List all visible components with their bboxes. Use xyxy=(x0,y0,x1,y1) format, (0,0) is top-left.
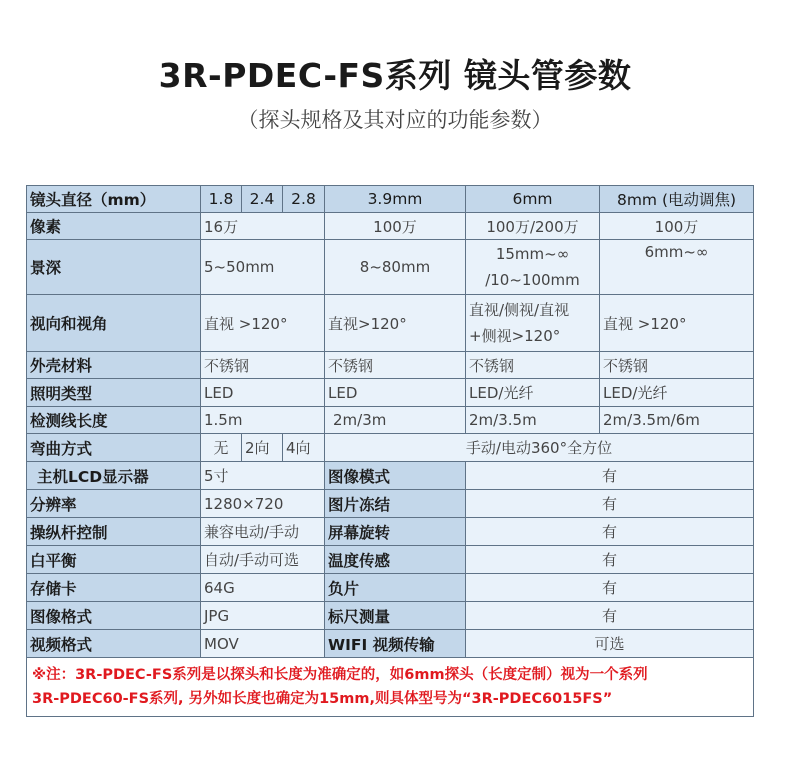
table-row-note xyxy=(27,658,754,717)
light-6: LED/光纤 xyxy=(466,379,600,407)
spec-value-freeze: 有 xyxy=(466,490,754,518)
spec-value-temperature: 有 xyxy=(466,546,754,574)
spec-value-rotate: 有 xyxy=(466,518,754,546)
light-small: LED xyxy=(201,379,325,407)
diameter-6: 6mm xyxy=(466,186,600,213)
table-row-spec xyxy=(27,546,754,574)
spec-value-negative: 有 xyxy=(466,574,754,602)
spec-value-lcd: 5寸 xyxy=(201,462,325,490)
spec-label-resolution: 分辨率 xyxy=(27,490,201,518)
dof-6-line1: 15mm~∞ xyxy=(495,245,570,263)
spec-table xyxy=(26,185,754,717)
lens-diameter-label: 镜头直径（mm） xyxy=(27,186,201,213)
spec-label-lcd: 主机LCD显示器 xyxy=(27,462,201,490)
view-6 xyxy=(466,295,600,352)
spec-value-resolution: 1280×720 xyxy=(201,490,325,518)
dof-label: 景深 xyxy=(27,240,201,295)
spec-value-image-format: JPG xyxy=(201,602,325,630)
diameter-2-8: 2.8 xyxy=(283,186,325,213)
pixels-small: 16万 xyxy=(201,213,325,240)
bend-label: 弯曲方式 xyxy=(27,434,201,462)
view-label: 视向和视角 xyxy=(27,295,201,352)
table-row-view xyxy=(27,295,754,352)
light-label: 照明类型 xyxy=(27,379,201,407)
shell-label: 外壳材料 xyxy=(27,352,201,379)
light-3-9: LED xyxy=(325,379,466,407)
view-6-line1: 直视/侧视/直视 xyxy=(469,301,570,319)
pixels-label: 像素 xyxy=(27,213,201,240)
shell-small: 不锈钢 xyxy=(201,352,325,379)
dof-small: 5~50mm xyxy=(201,240,325,295)
bend-large: 手动/电动360°全方位 xyxy=(325,434,754,462)
pixels-6: 100万/200万 xyxy=(466,213,600,240)
spec-label-rotate: 屏幕旋转 xyxy=(325,518,466,546)
spec-label-image-mode: 图像模式 xyxy=(325,462,466,490)
spec-label-freeze: 图片冻结 xyxy=(325,490,466,518)
table-row-pixels xyxy=(27,213,754,240)
spec-value-ruler: 有 xyxy=(466,602,754,630)
spec-value-joystick: 兼容电动/手动 xyxy=(201,518,325,546)
table-row-shell xyxy=(27,352,754,379)
view-8: 直视 >120° xyxy=(600,295,754,352)
table-row-spec xyxy=(27,602,754,630)
length-6: 2m/3.5m xyxy=(466,407,600,434)
pixels-3-9: 100万 xyxy=(325,213,466,240)
table-row-light xyxy=(27,379,754,407)
spec-value-white-balance: 自动/手动可选 xyxy=(201,546,325,574)
footnote-line1: ※注：3R-PDEC-FS系列是以探头和长度为准确定的，如6mm探头（长度定制）视为一个系列 xyxy=(32,667,648,683)
pixels-8: 100万 xyxy=(600,213,754,240)
spec-label-image-format: 图像格式 xyxy=(27,602,201,630)
page-title: 3R-PDEC-FS系列 镜头管参数 xyxy=(158,56,632,95)
dof-8: 6mm~∞ xyxy=(600,240,754,295)
table-row-spec xyxy=(27,490,754,518)
spec-value-video-format: MOV xyxy=(201,630,325,658)
shell-8: 不锈钢 xyxy=(600,352,754,379)
spec-label-video-format: 视频格式 xyxy=(27,630,201,658)
spec-label-white-balance: 白平衡 xyxy=(27,546,201,574)
spec-value-image-mode: 有 xyxy=(466,462,754,490)
table-row-dof xyxy=(27,240,754,295)
spec-label-joystick: 操纵杆控制 xyxy=(27,518,201,546)
diameter-8: 8mm (电动调焦) xyxy=(600,186,754,213)
diameter-1-8: 1.8 xyxy=(201,186,242,213)
footnote xyxy=(27,658,754,717)
table-row-spec xyxy=(27,630,754,658)
diameter-3-9: 3.9mm xyxy=(325,186,466,213)
shell-6: 不锈钢 xyxy=(466,352,600,379)
bend-2-8: 4向 xyxy=(283,434,325,462)
bend-2-4: 2向 xyxy=(242,434,283,462)
length-8: 2m/3.5m/6m xyxy=(600,407,754,434)
table-row-bend xyxy=(27,434,754,462)
dof-3-9: 8~80mm xyxy=(325,240,466,295)
spec-label-storage: 存储卡 xyxy=(27,574,201,602)
diameter-2-4: 2.4 xyxy=(242,186,283,213)
length-small: 1.5m xyxy=(201,407,325,434)
length-3-9: 2m/3m xyxy=(325,407,466,434)
table-row-length xyxy=(27,407,754,434)
dof-6-line2: /10~100mm xyxy=(485,271,580,289)
table-row-spec xyxy=(27,518,754,546)
footnote-line2: 3R-PDEC60-FS系列, 另外如长度也确定为15mm,则具体型号为“3R-PDEC6015FS” xyxy=(32,691,613,707)
shell-3-9: 不锈钢 xyxy=(325,352,466,379)
dof-6 xyxy=(466,240,600,295)
table-row-spec xyxy=(27,574,754,602)
view-6-line2: +侧视>120° xyxy=(469,327,561,345)
table-row-lens-diameter xyxy=(27,186,754,213)
view-3-9: 直视>120° xyxy=(325,295,466,352)
table-row-spec xyxy=(27,462,754,490)
spec-label-negative: 负片 xyxy=(325,574,466,602)
light-8: LED/光纤 xyxy=(600,379,754,407)
spec-value-storage: 64G xyxy=(201,574,325,602)
spec-label-ruler: 标尺测量 xyxy=(325,602,466,630)
length-label: 检测线长度 xyxy=(27,407,201,434)
spec-label-temperature: 温度传感 xyxy=(325,546,466,574)
spec-value-wifi: 可选 xyxy=(466,630,754,658)
spec-label-wifi: WIFI 视频传输 xyxy=(325,630,466,658)
view-small: 直视 >120° xyxy=(201,295,325,352)
page-subtitle: （探头规格及其对应的功能参数） xyxy=(237,108,553,132)
bend-1-8: 无 xyxy=(201,434,242,462)
